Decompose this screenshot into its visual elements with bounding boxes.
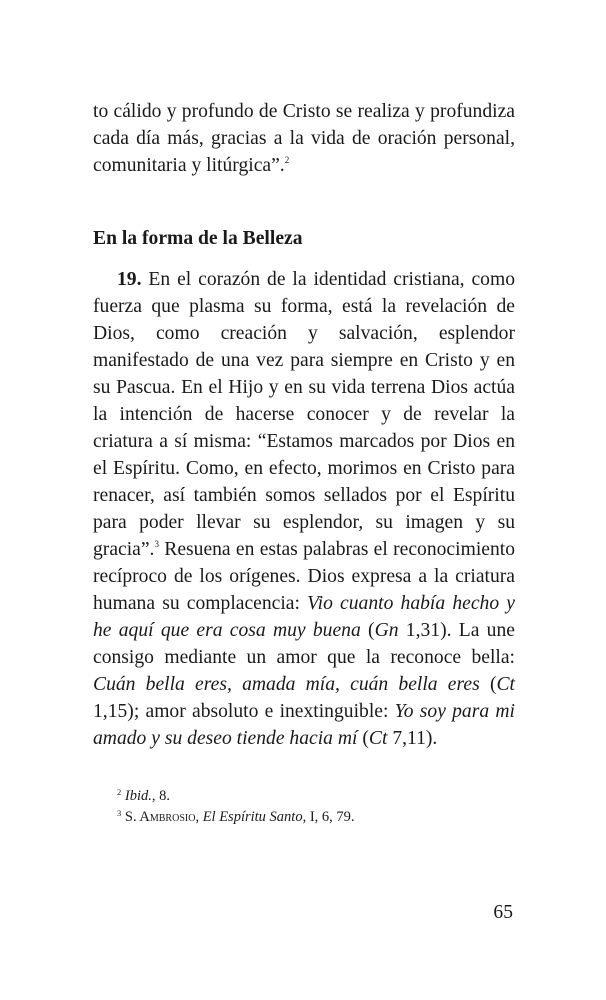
p19-text-1: En el corazón de la identidad cristiana, como fuerza que plasma su forma, está la revelación de Dios, como creación y salvación, esplendor manifestado de una vez para siempre en Cristo y en su Pascua. En el Hijo y en su vida terrena Dios actúa la intención de hacerse conocer y de revelar la criatura a sí misma: “Estamos marcados por Dios en el Espíritu. Como, en efecto, morimos en Cristo para renacer, así también somos sellados por el Espíritu para poder llevar su esplendor, su imagen y su gracia”.	[93, 269, 515, 560]
footnote-2	[117, 786, 515, 807]
book-abbrev-ct-2: Ct	[368, 728, 388, 749]
footnote-number: 3	[117, 808, 122, 818]
section-heading: En la forma de la Belleza	[93, 228, 303, 249]
footnote-sep: ,	[195, 809, 203, 825]
footnote-ref-3: 3	[154, 539, 159, 549]
p19-text-6: 1,15); amor absoluto e inextinguible:	[93, 701, 395, 722]
quote-canticle-1: Cuán bella eres, amada mía, cuán bella eres	[93, 674, 480, 695]
quote-genesis: Vio cuanto había hecho y he aquí que era cosa muy buena	[93, 593, 515, 641]
quote-canticle-2: Yo soy para mi amado y su deseo tiende hacia mí	[93, 701, 515, 749]
footnote-author: S. Ambrosio	[124, 809, 196, 825]
page-number: 65	[493, 902, 513, 923]
footnote-rest: , I, 6, 79.	[302, 809, 355, 825]
continuation-paragraph	[93, 98, 515, 179]
p19-text-4: 1,31). La une consigo mediante un amor que la reconoce bella:	[93, 620, 515, 668]
footnote-rest: , 8.	[151, 788, 170, 804]
footnote-italic: El Espíritu Santo	[202, 809, 303, 825]
footnotes	[93, 786, 515, 828]
footnote-number: 2	[117, 787, 122, 797]
p19-text-5: (	[479, 674, 497, 695]
footnote-3	[117, 807, 515, 828]
book-abbrev-gn: Gn	[374, 620, 399, 641]
paragraph-19	[93, 266, 515, 752]
page-body	[93, 98, 515, 828]
continuation-text: to cálido y profundo de Cristo se realiza y profundiza cada día más, gracias a la vida de oración personal, comunitaria y litúrgica”.	[93, 101, 515, 176]
p19-text-2: Resuena en estas palabras el reconocimiento recíproco de los orígenes. Dios expresa a la criatura humana su complacencia:	[93, 539, 515, 614]
p19-text-3: (	[360, 620, 375, 641]
paragraph-number: 19.	[117, 269, 142, 290]
p19-text-8: 7,11).	[387, 728, 438, 749]
book-abbrev-ct-1: Ct	[496, 674, 515, 695]
footnote-ref-2: 2	[284, 155, 290, 165]
footnote-italic: Ibid.	[124, 788, 152, 804]
p19-text-7: (	[357, 728, 369, 749]
